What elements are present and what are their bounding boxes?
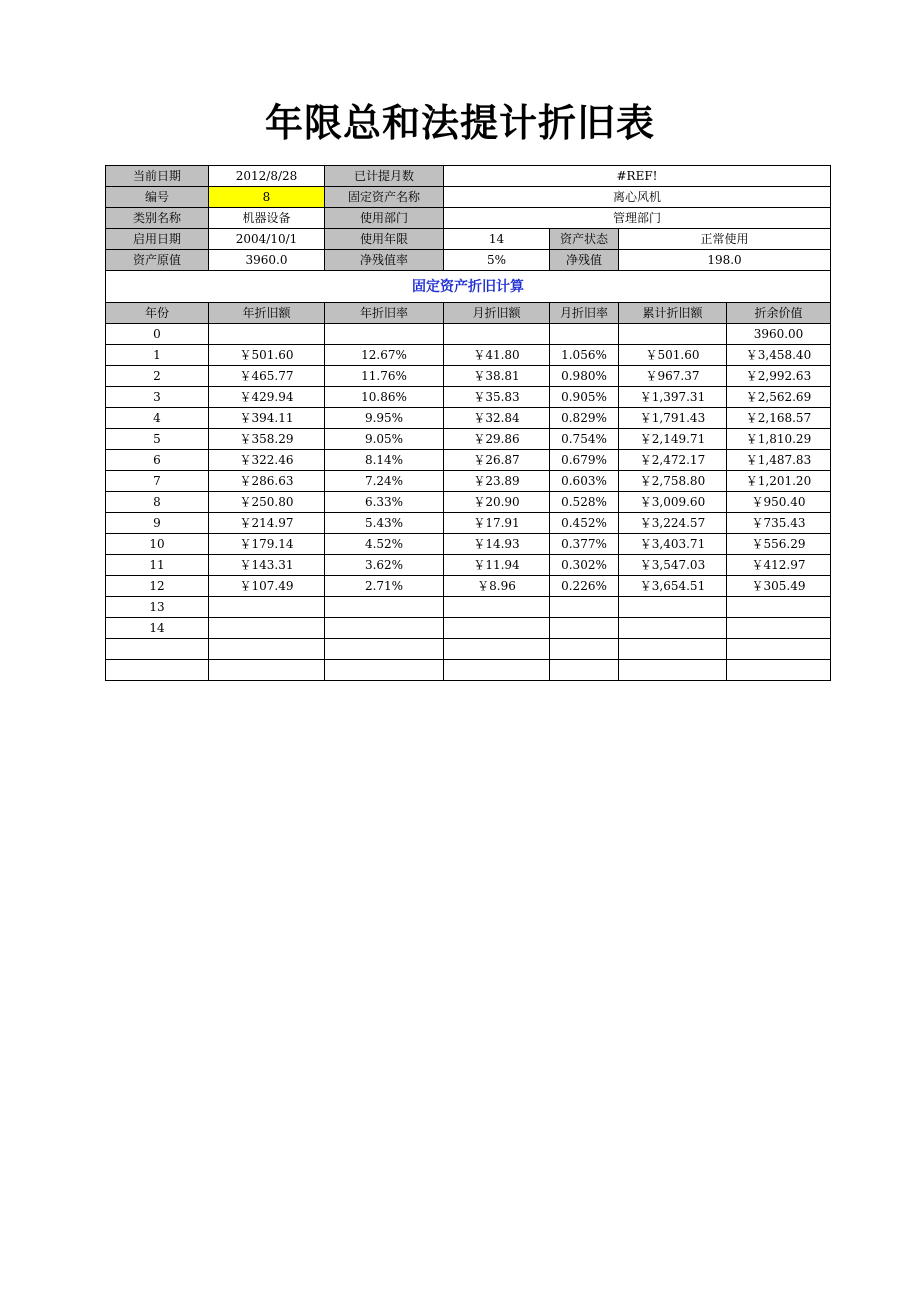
table-cell[interactable] [209,639,325,660]
section-title: 固定资产折旧计算 [106,271,831,303]
table-cell[interactable]: ￥35.83 [444,387,550,408]
table-cell[interactable]: ￥29.86 [444,429,550,450]
column-header-row [106,303,831,324]
table-cell[interactable]: ￥394.11 [209,408,325,429]
months-cell[interactable]: #REF! [444,166,831,187]
table-row [106,471,831,492]
table-cell[interactable]: 12.67% [325,345,444,366]
column-header: 累计折旧额 [619,303,727,324]
table-cell[interactable]: ￥2,758.80 [619,471,727,492]
start-date-cell[interactable]: 2004/10/1 [209,229,325,250]
table-cell[interactable]: ￥32.84 [444,408,550,429]
table-cell[interactable]: ￥322.46 [209,450,325,471]
table-cell[interactable] [325,618,444,639]
table-cell[interactable]: ￥26.87 [444,450,550,471]
table-cell[interactable]: ￥286.63 [209,471,325,492]
life-label: 使用年限 [325,229,444,250]
table-cell[interactable]: ￥3,547.03 [619,555,727,576]
table-cell[interactable] [619,660,727,681]
table-cell[interactable]: 12 [106,576,209,597]
table-cell[interactable]: ￥2,992.63 [727,366,831,387]
table-cell[interactable]: ￥3,654.51 [619,576,727,597]
dept-label: 使用部门 [325,208,444,229]
table-cell[interactable]: 0.377% [550,534,619,555]
info-row-5 [106,250,831,271]
table-cell[interactable]: 9 [106,513,209,534]
table-row [106,513,831,534]
column-header: 年折旧额 [209,303,325,324]
table-row [106,345,831,366]
column-header: 年折旧率 [325,303,444,324]
info-row-3 [106,208,831,229]
table-cell[interactable]: ￥1,487.83 [727,450,831,471]
table-cell[interactable]: ￥1,791.43 [619,408,727,429]
months-label: 已计提月数 [325,166,444,187]
info-row-4 [106,229,831,250]
table-cell[interactable]: ￥11.94 [444,555,550,576]
table-row [106,324,831,345]
table-cell[interactable]: ￥1,201.20 [727,471,831,492]
table-cell[interactable] [106,639,209,660]
table-cell[interactable]: 11.76% [325,366,444,387]
table-row [106,366,831,387]
table-cell[interactable]: ￥250.80 [209,492,325,513]
table-cell[interactable]: ￥38.81 [444,366,550,387]
table-cell[interactable]: 0.302% [550,555,619,576]
column-header: 月折旧率 [550,303,619,324]
column-header: 年份 [106,303,209,324]
table-row [106,492,831,513]
table-cell[interactable]: 3 [106,387,209,408]
start-date-label: 启用日期 [106,229,209,250]
depreciation-sheet [105,165,831,681]
table-cell[interactable]: ￥967.37 [619,366,727,387]
table-cell[interactable]: 6.33% [325,492,444,513]
table-cell[interactable]: ￥358.29 [209,429,325,450]
table-cell[interactable] [325,324,444,345]
table-cell[interactable]: ￥305.49 [727,576,831,597]
table-cell[interactable]: ￥465.77 [209,366,325,387]
orig-value-cell[interactable]: 3960.0 [209,250,325,271]
code-cell[interactable]: 8 [209,187,325,208]
table-row [106,576,831,597]
table-cell[interactable] [619,639,727,660]
table-cell[interactable]: ￥556.29 [727,534,831,555]
column-header: 折余价值 [727,303,831,324]
table-cell[interactable]: ￥41.80 [444,345,550,366]
table-cell[interactable]: 5.43% [325,513,444,534]
table-cell[interactable]: 0.905% [550,387,619,408]
table-cell[interactable]: 11 [106,555,209,576]
table-cell[interactable] [727,660,831,681]
table-cell[interactable] [209,324,325,345]
residual-rate-cell[interactable]: 5% [444,250,550,271]
table-cell[interactable] [550,639,619,660]
table-cell[interactable] [444,597,550,618]
table-cell[interactable]: ￥501.60 [209,345,325,366]
table-cell[interactable] [444,324,550,345]
page-title: 年限总和法提计折旧表 [264,100,655,145]
residual-value-cell[interactable]: 198.0 [619,250,831,271]
dept-cell[interactable]: 管理部门 [444,208,831,229]
orig-value-label: 资产原值 [106,250,209,271]
table-cell[interactable]: ￥501.60 [619,345,727,366]
table-cell[interactable]: ￥3,403.71 [619,534,727,555]
table-row [106,450,831,471]
table-cell[interactable]: 0.226% [550,576,619,597]
asset-name-label: 固定资产名称 [325,187,444,208]
category-cell[interactable]: 机器设备 [209,208,325,229]
table-cell[interactable]: 0.528% [550,492,619,513]
table-cell[interactable]: 0.980% [550,366,619,387]
table-row [106,408,831,429]
table-cell[interactable] [444,618,550,639]
table-cell[interactable] [444,639,550,660]
status-cell[interactable]: 正常使用 [619,229,831,250]
table-row [106,387,831,408]
table-cell[interactable] [325,660,444,681]
table-cell[interactable]: 13 [106,597,209,618]
table-cell[interactable] [209,660,325,681]
table-cell[interactable]: 1 [106,345,209,366]
table-cell[interactable]: ￥412.97 [727,555,831,576]
table-cell[interactable]: 10.86% [325,387,444,408]
table-cell[interactable]: 8 [106,492,209,513]
asset-name-cell[interactable]: 离心风机 [444,187,831,208]
table-cell[interactable] [325,639,444,660]
info-row-1 [106,166,831,187]
table-cell[interactable] [619,597,727,618]
column-header: 月折旧额 [444,303,550,324]
table-cell[interactable]: 2 [106,366,209,387]
table-cell[interactable]: ￥14.93 [444,534,550,555]
table-cell[interactable] [106,660,209,681]
table-cell[interactable] [727,618,831,639]
table-cell[interactable]: 0.603% [550,471,619,492]
table-cell[interactable]: ￥2,149.71 [619,429,727,450]
table-cell[interactable]: 0.829% [550,408,619,429]
status-label: 资产状态 [550,229,619,250]
table-cell[interactable]: 8.14% [325,450,444,471]
table-cell[interactable]: 2.71% [325,576,444,597]
table-row [106,597,831,618]
table-cell[interactable] [550,324,619,345]
table-cell[interactable]: 9.95% [325,408,444,429]
table-cell[interactable]: ￥950.40 [727,492,831,513]
table-cell[interactable] [550,660,619,681]
table-cell[interactable]: 5 [106,429,209,450]
table-cell[interactable] [444,660,550,681]
table-cell[interactable]: ￥20.90 [444,492,550,513]
table-cell[interactable]: 4 [106,408,209,429]
table-cell[interactable]: ￥2,472.17 [619,450,727,471]
table-cell[interactable]: ￥1,810.29 [727,429,831,450]
table-cell[interactable]: 7 [106,471,209,492]
table-cell[interactable]: ￥735.43 [727,513,831,534]
table-cell[interactable]: 7.24% [325,471,444,492]
table-cell[interactable]: ￥8.96 [444,576,550,597]
table-cell[interactable]: 1.056% [550,345,619,366]
table-cell[interactable]: ￥3,009.60 [619,492,727,513]
table-cell[interactable]: 4.52% [325,534,444,555]
table-cell[interactable]: ￥3,458.40 [727,345,831,366]
code-label: 编号 [106,187,209,208]
table-cell[interactable] [550,618,619,639]
table-cell[interactable]: 3960.00 [727,324,831,345]
table-cell[interactable]: ￥3,224.57 [619,513,727,534]
current-date-label: 当前日期 [106,166,209,187]
table-cell[interactable]: 0.754% [550,429,619,450]
table-row [106,639,831,660]
table-cell[interactable]: ￥2,168.57 [727,408,831,429]
table-cell[interactable]: 0.679% [550,450,619,471]
table-cell[interactable]: 3.62% [325,555,444,576]
table-cell[interactable] [619,324,727,345]
table-cell[interactable] [209,597,325,618]
residual-rate-label: 净残值率 [325,250,444,271]
table-cell[interactable]: 6 [106,450,209,471]
current-date-cell[interactable]: 2012/8/28 [209,166,325,187]
table-cell[interactable]: ￥179.14 [209,534,325,555]
table-cell[interactable] [619,618,727,639]
category-label: 类别名称 [106,208,209,229]
table-cell[interactable]: ￥107.49 [209,576,325,597]
section-row [106,271,831,303]
table-cell[interactable]: 0.452% [550,513,619,534]
table-cell[interactable] [727,597,831,618]
table-cell[interactable] [325,597,444,618]
table-row [106,660,831,681]
table-cell[interactable]: ￥2,562.69 [727,387,831,408]
table-cell[interactable] [727,639,831,660]
table-cell[interactable]: ￥143.31 [209,555,325,576]
table-cell[interactable]: ￥23.89 [444,471,550,492]
table-cell[interactable]: 0 [106,324,209,345]
table-row [106,618,831,639]
table-row [106,555,831,576]
table-cell[interactable]: ￥214.97 [209,513,325,534]
table-row [106,429,831,450]
table-cell[interactable]: 9.05% [325,429,444,450]
table-cell[interactable]: ￥17.91 [444,513,550,534]
table-cell[interactable] [209,618,325,639]
table-cell[interactable] [550,597,619,618]
table-cell[interactable]: 10 [106,534,209,555]
table-cell[interactable]: 14 [106,618,209,639]
table-row [106,534,831,555]
table-cell[interactable]: ￥429.94 [209,387,325,408]
table-cell[interactable]: ￥1,397.31 [619,387,727,408]
life-cell[interactable]: 14 [444,229,550,250]
residual-value-label: 净残值 [550,250,619,271]
info-row-2 [106,187,831,208]
